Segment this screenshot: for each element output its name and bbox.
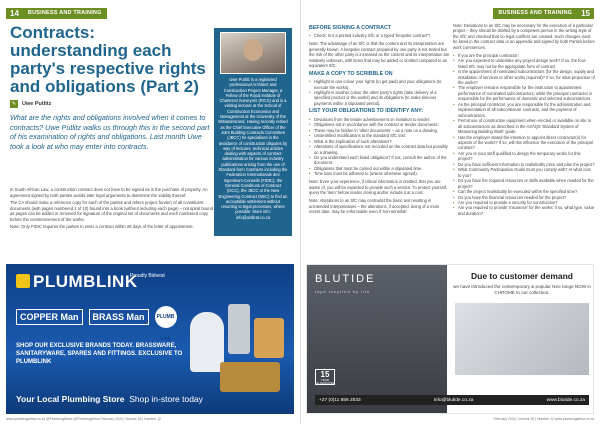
list-item: • Do you have the financial resources needed for the project?: [453, 195, 595, 200]
page-number: 14: [6, 8, 23, 19]
list-item: • Are you required to provide 'insurance' for the works; if so, what type, value and duration?: [453, 205, 595, 216]
proudly-bidvest: Proudly Bidvest: [130, 273, 165, 279]
section-heading: MAKE A COPY TO SCRIBBLE ON: [309, 70, 393, 77]
text-column-2: [453, 23, 595, 219]
blutide-brand-panel: [307, 265, 447, 414]
list-item: • Are you expected to undertake any project design work? If so, the four-listed SfC may not be the appropriate form of contract.: [453, 58, 595, 69]
brand-logo: COPPER Man: [16, 309, 83, 325]
list-item: • Do you have the required resources or skills available when needed for the project?: [453, 178, 595, 189]
list-item: • Alterations of specifications not recorded on the contract data but possibly on a drawing.: [309, 144, 451, 155]
page-footer: www.plumbingafrica.co.za @PlumbingAfrica @PlumbingAfrica February 2024 | Volume 28 | Number 12: [6, 417, 161, 421]
author-name: Uwe Putlitz: [22, 101, 52, 107]
article-title: Contracts: understanding each party's respective rights and obligations (Part 2): [10, 23, 206, 96]
body-paragraph: Note: The advantage of an SfC is that the content and its interpretation are generally known. A bespoke contract prepared by one party is not tested but the risk of the other party is increased as the content and its interpretation are relatively unknown, with items that may be added or omitted compared to an equivalent SfC.: [309, 41, 450, 69]
list-item: • Highlight in another colour the other party's rights (take delivery of a specified product or the works) and its obligations (to make timeous payments within a stipulated period).: [309, 90, 451, 106]
list-item: • Are you required to provide a security for construction?: [453, 200, 595, 205]
list-item: • The employer remains responsible for the instruction to appointment performance of nominated subcontractors, while the principal contractor is responsible for the performance of domestic and selected subcontractors.: [453, 85, 595, 101]
list-item: • Deviations from the tender advertisement on invitation to tender.: [309, 117, 451, 122]
blutide-slogan: taps inspired by life: [315, 289, 371, 294]
body-paragraph: In South African Law, a construction contract does not have to be signed as in the purchase of property. An agreement signed by both parties avoids later legal arguments to determine the validity thereof.: [10, 187, 208, 198]
list-item: • Do you have sufficient information to realistically price and plan the project?: [453, 162, 595, 167]
plumblink-advert[interactable]: [6, 264, 294, 414]
body-paragraph: The CA should make a reference copy for each of the parties and others project funder) of all constituent documents (with pages numbered 1 of 10) bound into a book (without including each page) – not spiral bound as pages can be added or removed for signature of the original set of documents and each numbered copy before the commencement of the works.: [10, 200, 213, 222]
body-paragraph: Note: Only FIDIC requires the parties to enter a contract within 28 days of the letter of appointment.: [10, 224, 194, 229]
ad-tagline: Your Local Plumbing Store Shop in-store today: [16, 394, 203, 404]
text-column-1: [309, 23, 451, 217]
body-paragraph: Note: Alterations to an SfC may contradict the basic text resulting in unintended interpretations – the alterations, if accepted, being of a more recent date, may be enforceable even if 'non-sensible'.: [309, 198, 440, 215]
list-item: • Obligations that must be carried out within a stipulated time.: [309, 166, 451, 171]
valves-image: [220, 362, 280, 392]
list-item: • Has the employer stated the intention to appoint direct contractor(s) for aspects of the works? If so, will this influence the execution of the principal contract?: [453, 135, 595, 151]
left-page-header: [6, 8, 107, 19]
tap-image: [228, 304, 250, 354]
ad-headline: SHOP OUR EXCLUSIVE BRANDS TODAY. BRASSWARE, SANITARYWARE, SPARES AND FITTINGS. EXCLUSIVE TO PLUMBLINK: [16, 343, 183, 365]
author-bio-text: Uwe Putlitz is a registered professional Architect and Construction Project Manager, a Fellow of the Royal Institute of Chartered Surveyors (RICS) and is a visiting lecturer at the School of Construction Economics and Management at the University of the Witwatersrand. Having recently retired as the Chief Executive Officer of the Joint Building Contracts Committee (JBCC) he specialises in the avoidance of construction disputes by way of lectures, technical articles dealing with aspects of contract administration for various industry publications arising from the use of Standard-form Contracts including the Federation Internationale des Ingenieurs-Conseils (FIDIC), the General Conditions of Contract (GCC), the JBCC or the New Engineering Contract (NEC) to find an acceptable settlement without resorting to legal processes, where possible. More info: info@uisbrat.co.za: [218, 77, 288, 220]
list-item: • Do you understand each listed obligation? If not, consult the author of the document.: [309, 155, 451, 166]
list-item: • Time bars must be adhered to (unless otherwise agreed).: [309, 171, 451, 176]
blutide-advert[interactable]: [306, 264, 594, 414]
list-item: • Is the appointment of nominated subcontractors (for the design, supply and installation of services or other works required)? If so, for what proportion of the works?: [453, 69, 595, 85]
list-item: • What is the implication of such alterations?: [309, 139, 451, 144]
right-page-header: [493, 8, 594, 19]
ad-subtext: we have introduced the contemporary & popular Neo range NOW in CHROME to our collection.: [453, 284, 591, 295]
brand-logos: [16, 306, 177, 342]
list-item: • Are you or your staff qualified to design the temporary works for this project?: [453, 151, 595, 162]
brand-logo: BRASS Man: [89, 309, 149, 325]
section-label: BUSINESS AND TRAINING: [493, 8, 577, 19]
email-link[interactable]: info@blutide.co.za: [433, 397, 474, 403]
product-images: [190, 304, 286, 402]
list-item: • If you are the principal contractor:: [453, 53, 595, 58]
author-bio-box: [214, 28, 292, 236]
list-item: • Permit use of construction equipment when erected or available on site to all subcontractors as described in the ASAQS 'Standard System of Measuring Building Work' guide.: [453, 118, 595, 134]
fitting-image: [254, 318, 284, 358]
byline: [10, 100, 51, 108]
list-item: • Can the project realistically be executed within the specified time?: [453, 189, 595, 194]
blutide-logo: BLUTIDE: [315, 273, 376, 285]
ad-headline: Due to customer demand: [470, 271, 574, 281]
body-paragraph: Note: Deviations to an SfC may be necessary for the execution of a particular project – they should be drafted by a competent person in the writing style of the SfC and checked that no legal conflicts are created. Such changes must be listed in the contract data or an appendix and signed by both Parties before work commences.: [453, 23, 595, 50]
author-icon: ✎: [11, 101, 17, 107]
body-paragraph: Note: Even your experience, if critical information is omitted, that you are aware of, you will be expected to provide such a service. To protect yourself, query the 'item' before tender closing and/or include it at a cost.: [309, 179, 448, 196]
phone-number[interactable]: +27 (0)11 656 2533: [319, 397, 361, 403]
brand-logo: PLUMB Link: [155, 306, 177, 328]
list-item: • Unidentified modifications to the standard SfC text:: [309, 133, 451, 138]
section-heading: BEFORE SIGNING A CONTRACT: [309, 25, 392, 31]
list-item: • What Community Participation Goals must you comply with? At what cost to you?: [453, 167, 595, 178]
contact-bar: [315, 395, 589, 405]
author-photo: [220, 32, 286, 74]
list-item: • Check: Is it a printed industry SfC or a typed 'bespoke contract'?: [309, 33, 451, 38]
website-link[interactable]: www.blutide.co.za: [546, 397, 585, 403]
list-item: • As the principal contractor, you are responsible for the administration and implementation of all subcontractor contracts, and the payment of subcontractors.: [453, 102, 595, 118]
plumblink-logo: PLUMBLINK: [16, 272, 138, 292]
section-label: BUSINESS AND TRAINING: [23, 8, 107, 19]
list-item: • Obligations not in accordance with the contract or tender documents:: [309, 122, 451, 127]
list-item: • Highlight in one colour your rights (to get paid) and your obligations (to execute the works).: [309, 79, 451, 90]
section-heading: LIST YOUR OBLIGATIONS TO IDENTIFY ANY:: [309, 108, 424, 115]
page-number: 15: [577, 8, 594, 19]
product-image: [455, 303, 589, 375]
plumblink-logo-icon: [16, 274, 30, 288]
guarantee-badge: 15 YEAR GUARANTEE: [316, 370, 335, 385]
page-footer: February 2024 | Volume 28 | Number 12 www.plumbingafrica.co.za: [493, 417, 594, 421]
article-lead: What are the rights and obligations involved when it comes to contracts? Uwe Putlitz walks us through this in the second part of his examination of rights and obligations. Last month Uwe took a look at who may enter into contracts.: [10, 113, 210, 151]
toilet-image: [190, 312, 224, 372]
list-item: • These may be hidden in 'other documents' – as a note on a drawing.: [309, 128, 451, 133]
